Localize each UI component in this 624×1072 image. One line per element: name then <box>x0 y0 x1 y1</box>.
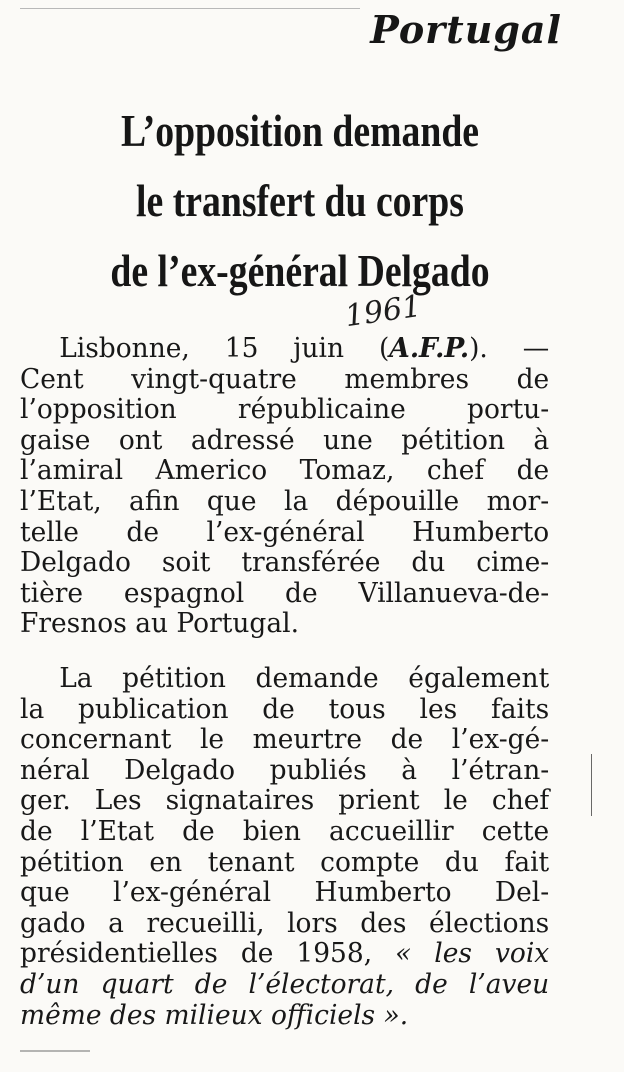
paragraph-line: l’amiral Americo Tomaz, chef de <box>20 455 550 487</box>
paragraph-line <box>20 939 549 970</box>
margin-mark <box>591 754 592 816</box>
headline-line-1: L’opposition demande <box>120 105 480 156</box>
headline-line-2: le transfert du corps <box>136 175 464 226</box>
dateline-suffix: ). — <box>469 333 550 364</box>
bottom-mark <box>20 1050 90 1052</box>
paragraph-line: pétition en tenant compte du fait <box>20 846 550 878</box>
line-plain-text: présidentielles de 1958, <box>20 938 396 970</box>
paragraph-line: de l’Etat de bien accueillir cette <box>20 815 550 847</box>
paragraph-line: concernant le meurtre de l’ex-gé- <box>20 724 550 756</box>
headline-line-3: de l’ex-général Delgado <box>110 245 490 296</box>
paragraph-line: gaise ont adressé une pétition à <box>20 424 550 456</box>
dateline-source: A.F.P. <box>389 333 470 364</box>
paragraph-1 <box>20 334 560 640</box>
paragraph-2 <box>20 664 560 1031</box>
paragraph-line: Fresnos au Portugal. <box>20 608 300 640</box>
paragraph-line: Cent vingt-quatre membres de <box>20 363 550 395</box>
quote-line: même des milieux officiels ». <box>20 999 409 1031</box>
handwritten-year-note: 1961 <box>342 288 424 335</box>
section-rule <box>20 8 360 9</box>
paragraph-line: ger. Les signataires prient le chef <box>20 785 550 817</box>
paragraph-line: Delgado soit transférée du cime- <box>20 547 550 579</box>
paragraph-line: tière espagnol de Villanueva-de- <box>20 577 550 609</box>
paragraph-line: la publication de tous les faits <box>20 693 550 725</box>
quote-line: d’un quart de l’électorat, de l’aveu <box>20 968 550 1000</box>
paragraph-line: l’Etat, afin que la dépouille mor- <box>20 485 550 517</box>
paragraph-line: telle de l’ex-général Humberto <box>20 516 550 548</box>
dateline-prefix: Lisbonne, 15 juin ( <box>59 333 390 364</box>
quote-text: « les voix <box>395 938 550 970</box>
paragraph-line: l’opposition républicaine portu- <box>20 394 550 426</box>
paragraph-line: La pétition demande également <box>59 663 550 694</box>
paragraph-line: gado a recueilli, lors des élections <box>20 907 550 939</box>
section-title: Portugal <box>370 7 562 52</box>
paragraph-line: que l’ex-général Humberto Del- <box>20 877 550 909</box>
paragraph-line: néral Delgado publiés à l’étran- <box>20 754 550 786</box>
dateline <box>20 334 549 365</box>
